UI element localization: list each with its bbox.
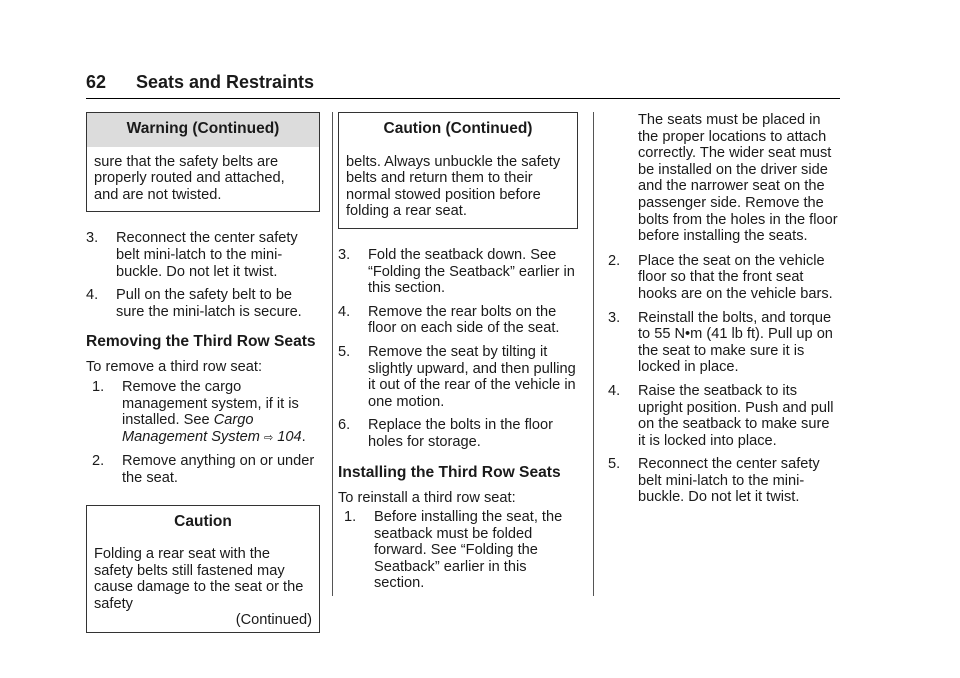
list-item: 4. Pull on the safety belt to be sure the mini-latch is secure. bbox=[86, 287, 302, 320]
column-3 bbox=[608, 112, 840, 506]
continued-step-text: The seats must be placed in the proper locations to attach correctly. The wider seat must be installed on the driver side and the narrower seat on the passenger side. Remove the bolts from the holes in the floor before installing the seats. bbox=[638, 112, 838, 245]
list-item: 5. Remove the seat by tilting it slightly upward, and then pulling it out of the rear of the vehicle in one motion. bbox=[338, 343, 576, 410]
list-item: 2. Remove anything on or under the seat. bbox=[92, 453, 315, 486]
warning-box bbox=[86, 112, 320, 212]
page-reference-number[interactable]: 104 bbox=[277, 428, 302, 445]
page-number: 62 bbox=[86, 72, 107, 92]
column-divider bbox=[332, 112, 333, 596]
cross-reference-link[interactable]: Cargo Management System bbox=[122, 412, 260, 445]
caution-text: belts. Always unbuckle the safety belts and return them to their normal stowed position before folding a rear seat. bbox=[346, 153, 561, 220]
list-item: 1. Before installing the seat, the seatback must be folded forward. See “Folding the Seatback” earlier in this section. bbox=[344, 509, 563, 592]
list-item: 5. Reconnect the center safety belt mini-latch to the mini-buckle. Do not let it twist. bbox=[608, 456, 820, 506]
column-2 bbox=[338, 112, 578, 592]
list-item: 2. Place the seat on the vehicle floor so that the front seat hooks are on the vehicle bars. bbox=[608, 252, 833, 302]
page-header bbox=[86, 70, 840, 99]
caution-text: Folding a rear seat with the safety belts still fastened may cause damage to the seat or the safety bbox=[94, 546, 304, 612]
section-heading: Removing the Third Row Seats bbox=[86, 333, 316, 351]
page-reference-arrow-icon: ⇨ bbox=[263, 430, 274, 444]
list-item: 1. Remove the cargo management system, if it is installed. See Cargo Management System ⇨ 104. bbox=[92, 378, 306, 445]
warning-title: Warning (Continued) bbox=[87, 113, 319, 147]
list-item: 4. Raise the seatback to its upright position. Push and pull on the seatback to make sure it is locked into place. bbox=[608, 382, 834, 449]
list-item: 3. Reinstall the bolts, and torque to 55 N•m (41 lb ft). Pull up on the seat to make sure it is locked in place. bbox=[608, 309, 833, 376]
column-divider bbox=[593, 112, 594, 596]
warning-text: sure that the safety belts are properly routed and attached, and are not twisted. bbox=[94, 153, 285, 203]
chapter-title: Seats and Restraints bbox=[136, 72, 315, 92]
section-heading: Installing the Third Row Seats bbox=[338, 463, 561, 481]
list-item: 3. Fold the seatback down. See “Folding the Seatback” earlier in this section. bbox=[338, 246, 575, 297]
list-item: 6. Replace the bolts in the floor holes for storage. bbox=[338, 417, 553, 450]
column-1 bbox=[86, 112, 320, 633]
caution-box bbox=[86, 505, 320, 634]
caution-title: Caution (Continued) bbox=[339, 113, 577, 147]
list-item: 4. Remove the rear bolts on the floor on each side of the seat. bbox=[338, 303, 560, 337]
caution-title: Caution bbox=[87, 506, 319, 540]
list-item: 3. Reconnect the center safety belt mini-latch to the mini-buckle. Do not let it twist. bbox=[86, 230, 298, 280]
intro-text: To reinstall a third row seat: bbox=[338, 489, 516, 506]
intro-text: To remove a third row seat: bbox=[86, 359, 263, 376]
caution-box bbox=[338, 112, 578, 229]
continued-label: (Continued) bbox=[235, 612, 312, 629]
